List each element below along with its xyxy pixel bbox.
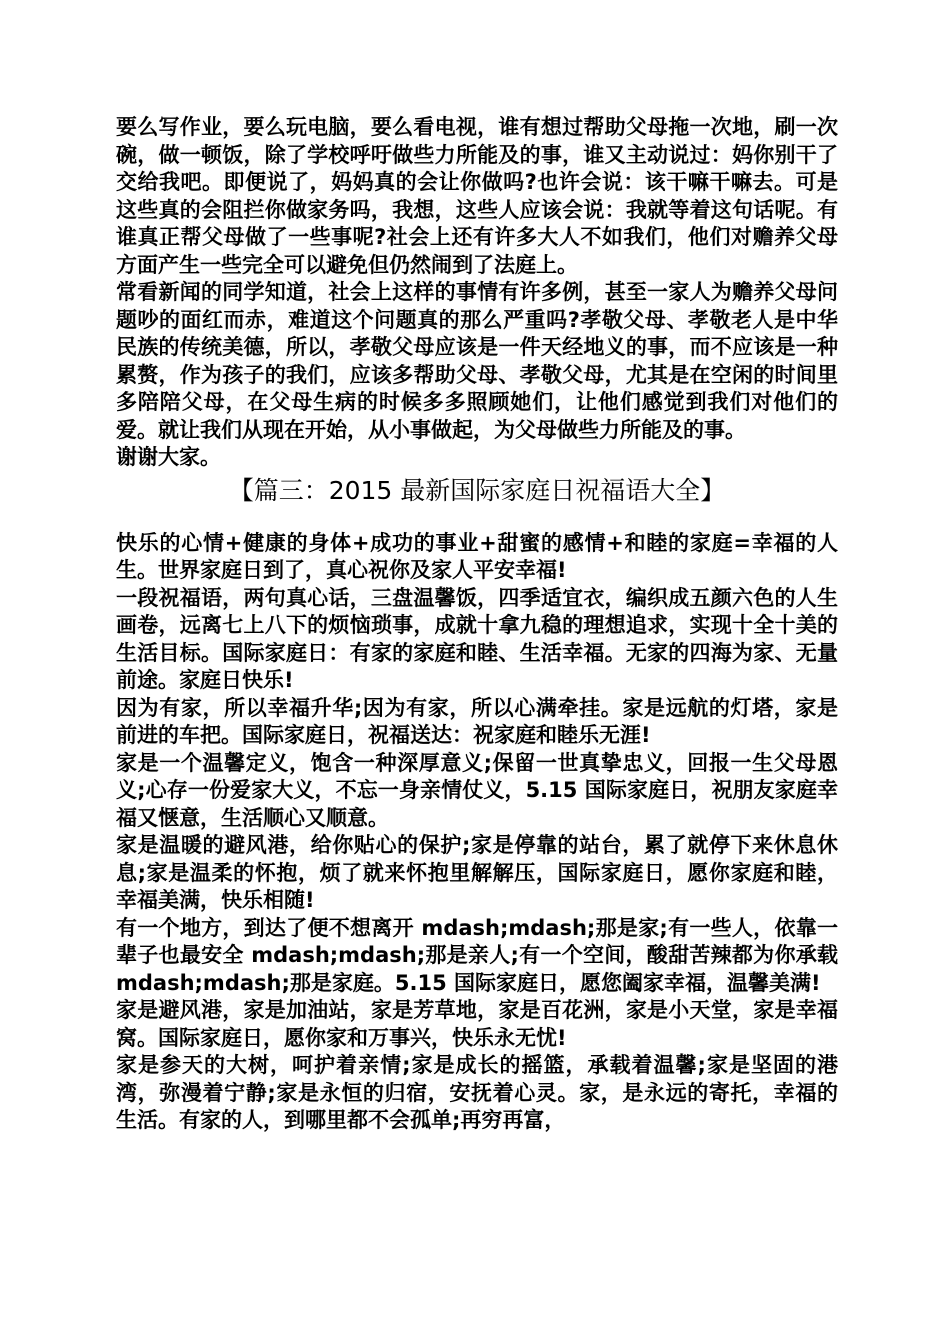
paragraph: 有一个地方，到达了便不想离开 mdash;mdash;那是家;有一些人，依靠一辈子也最安全 mdash;mdash;那是亲人;有一个空间，酸甜苦辣都为你承载 mdash;mdash;那是家庭。5.15 国际家庭日，愿您阖家幸福，温馨美满! [116, 915, 838, 995]
paragraph: 家是参天的大树，呵护着亲情;家是成长的摇篮，承载着温馨;家是坚固的港湾，弥漫着宁静;家是永恒的归宿，安抚着心灵。家，是永远的寄托，幸福的生活。有家的人，到哪里都不会孤单;再穷再富， [116, 1053, 838, 1132]
paragraph: 快乐的心情+健康的身体+成功的事业+甜蜜的感情+和睦的家庭=幸福的人生。世界家庭日到了，真心祝你及家人平安幸福! [116, 530, 838, 582]
paragraph: 家是温暖的避风港，给你贴心的保护;家是停靠的站台，累了就停下来休息休息;家是温柔的怀抱，烦了就来怀抱里解解压，国际家庭日，愿你家庭和睦，幸福美满，快乐相随! [116, 833, 838, 912]
paragraph: 家是一个温馨定义，饱含一种深厚意义;保留一世真挚忠义，回报一生父母恩义;心存一份爱家大义，不忘一身亲情仗义，5.15 国际家庭日，祝朋友家庭幸福又惬意，生活顺心又顺意。 [116, 750, 838, 830]
paragraph: 谢谢大家。 [116, 445, 221, 469]
paragraph: 常看新闻的同学知道，社会上这样的事情有许多例，甚至一家人为赡养父母问题吵的面红而赤，难道这个问题真的那么严重吗?孝敬父母、孝敬老人是中华民族的传统美德，所以，孝敬父母应该是一件天经地义的事，而不应该是一种累赘，作为孩子的我们，应该多帮助父母、孝敬父母，尤其是在空闲的时间里多陪陪父母，在父母生病的时候多多照顾她们，让他们感觉到我们对他们的爱。就让我们从现在开始，从小事做起，为父母做些力所能及的事。 [116, 280, 838, 442]
section-heading: 【篇三：2015 最新国际家庭日祝福语大全】 [228, 475, 726, 505]
paragraph: 因为有家，所以幸福升华;因为有家，所以心满牵挂。家是远航的灯塔，家是前进的车把。国际家庭日，祝福送达：祝家庭和睦乐无涯! [116, 695, 838, 747]
paragraph: 家是避风港，家是加油站，家是芳草地，家是百花洲，家是小天堂，家是幸福窝。国际家庭日，愿你家和万事兴，快乐永无忧! [116, 998, 838, 1050]
document-page [116, 114, 838, 1135]
paragraph: 一段祝福语，两句真心话，三盘温馨饭，四季适宜衣，编织成五颜六色的人生画卷，远离七上八下的烦恼琐事，成就十拿九稳的理想追求，实现十全十美的生活目标。国际家庭日：有家的家庭和睦、生活幸福。无家的四海为家、无量前途。家庭日快乐! [116, 585, 838, 692]
paragraph: 要么写作业，要么玩电脑，要么看电视，谁有想过帮助父母拖一次地，刷一次碗，做一顿饭，除了学校呼吁做些力所能及的事，谁又主动说过：妈你别干了交给我吧。即便说了，妈妈真的会让你做吗?也许会说：该干嘛干嘛去。可是这些真的会阻拦你做家务吗，我想，这些人应该会说：我就等着这句话呢。有谁真正帮父母做了一些事呢?社会上还有许多大人不如我们，他们对赡养父母方面产生一些完全可以避免但仍然闹到了法庭上。 [116, 115, 838, 277]
